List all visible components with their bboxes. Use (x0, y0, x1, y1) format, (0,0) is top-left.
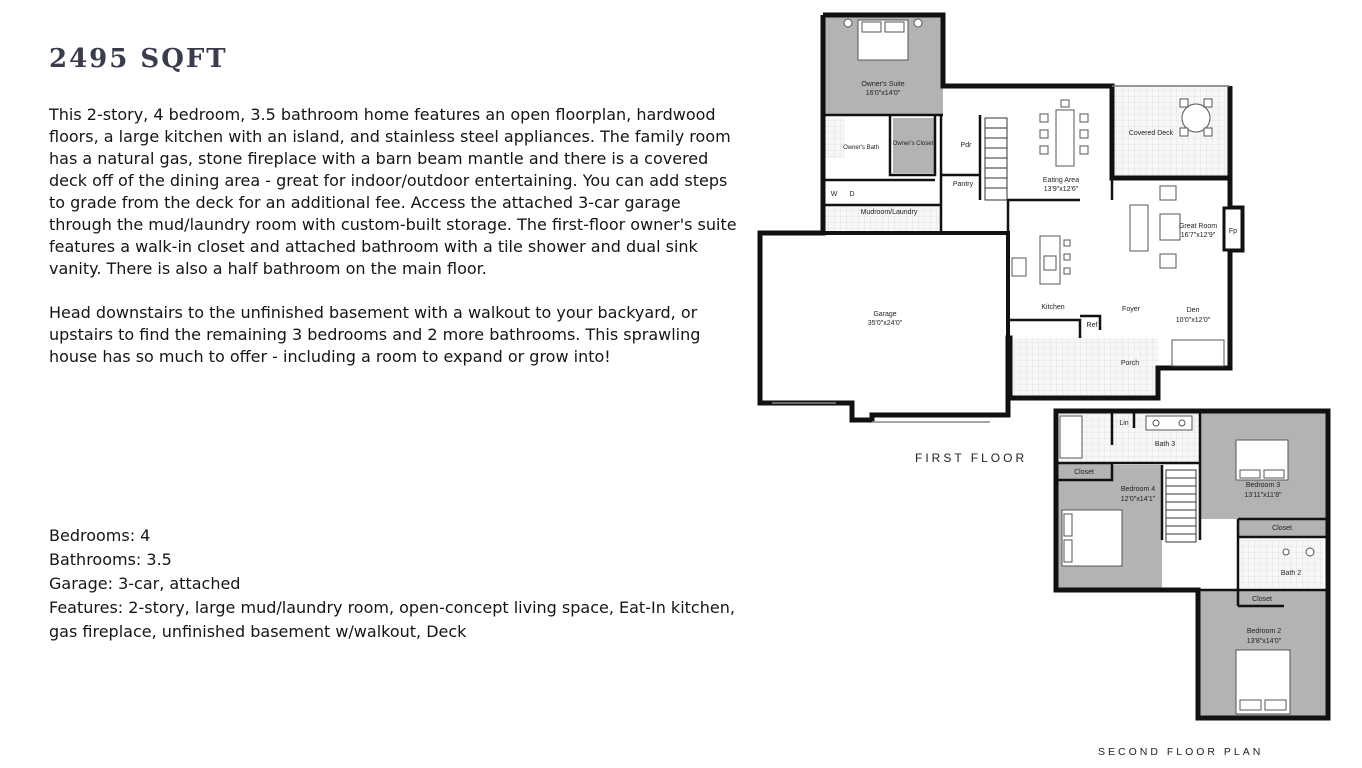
label-bedroom4: Bedroom 4 (1120, 486, 1156, 493)
label-great-room: Great Room (1178, 223, 1218, 230)
label-d: D (849, 191, 855, 198)
kitchen-island-icon (1012, 236, 1070, 284)
label-owners-closet: Owner's Closet (892, 141, 934, 147)
label-pdr: Pdr (960, 142, 972, 149)
label-closet-b: Closet (1272, 525, 1292, 532)
description-paragraph-1: This 2-story, 4 bedroom, 3.5 bathroom home features an open floorplan, hardwood floors, a large kitchen with an island, and stainless steel appliances. The family room has a natural gas, stone fireplace with a barn beam mantle and there is a covered deck off of the dining area - great for indoor/outdoor entertaining. You can add steps to grade from the deck for an additional fee. Access the attached 3-car garage through the mud/laundry room with custom-built storage. The first-floor owner's suite features a walk-in closet and attached bathroom with a tile shower and dual sink vanity. There is also a half bathroom on the main floor. (49, 105, 737, 278)
label-covered-deck: Covered Deck (1128, 130, 1174, 137)
label-pantry: Pantry (952, 181, 974, 188)
facts-list (49, 524, 739, 644)
first-floor-plan (760, 15, 1242, 465)
label-bedroom4-size: 12'0"x14'1" (1120, 496, 1156, 503)
label-w: W (830, 191, 838, 198)
floor-plan-drawing (750, 0, 1362, 768)
label-bedroom3-size: 13'11"x11'8" (1244, 492, 1282, 499)
second-floor-caption: SECOND FLOOR PLAN (1098, 746, 1264, 758)
label-garage: Garage (873, 311, 897, 318)
dining-table-icon (1040, 100, 1088, 166)
label-porch: Porch (1120, 360, 1140, 367)
first-floor-caption: FIRST FLOOR (915, 451, 1028, 465)
listing-heading: 2495 SQFT (49, 44, 228, 74)
second-floor-plan (1056, 411, 1328, 758)
label-foyer: Foyer (1122, 306, 1140, 313)
label-lin: Lin (1119, 420, 1129, 427)
label-bedroom2-size: 13'8"x14'0" (1246, 638, 1282, 645)
label-bath3: Bath 3 (1154, 441, 1176, 448)
porch-area (1010, 338, 1158, 398)
label-owners-bath: Owner's Bath (843, 145, 879, 151)
description-paragraph-2: Head downstairs to the unfinished basement with a walkout to your backyard, or upstairs to find the remaining 3 bedrooms and 2 more bathrooms. This sprawling house has so much to offer - including a room to expand or grow into! (49, 303, 701, 366)
fact-features: Features: 2-story, large mud/laundry room, open-concept living space, Eat-In kitchen, gas fireplace, unfinished basement w/walkout, Deck (49, 598, 735, 641)
label-den-size: 10'0"x12'0" (1175, 317, 1211, 324)
label-great-room-size: 16'7"x12'9" (1180, 232, 1216, 239)
label-ref: Ref (1086, 322, 1098, 329)
bath2-floor (1240, 540, 1324, 588)
fact-bathrooms: Bathrooms: 3.5 (49, 550, 172, 569)
fact-garage: Garage: 3-car, attached (49, 574, 241, 593)
label-bath2: Bath 2 (1280, 570, 1302, 577)
label-owners-suite: Owner's Suite (861, 81, 905, 88)
label-den: Den (1186, 307, 1200, 314)
label-eating-area-size: 13'9"x12'6" (1043, 186, 1079, 193)
label-eating-area: Eating Area (1042, 177, 1080, 184)
label-mudroom: Mudroom/Laundry (860, 209, 918, 216)
owners-bath-floor (823, 118, 845, 158)
label-owners-suite-size: 16'0"x14'0" (865, 90, 901, 97)
label-closet-c: Closet (1252, 596, 1272, 603)
label-bedroom2: Bedroom 2 (1246, 628, 1282, 635)
label-closet-a: Closet (1074, 469, 1094, 476)
fact-bedrooms: Bedrooms: 4 (49, 526, 151, 545)
label-bedroom3: Bedroom 3 (1245, 482, 1281, 489)
label-fp: Fp (1228, 228, 1238, 235)
label-kitchen: Kitchen (1041, 304, 1065, 311)
deck-table-icon (1180, 99, 1212, 136)
label-garage-size: 35'0"x24'0" (867, 320, 903, 327)
